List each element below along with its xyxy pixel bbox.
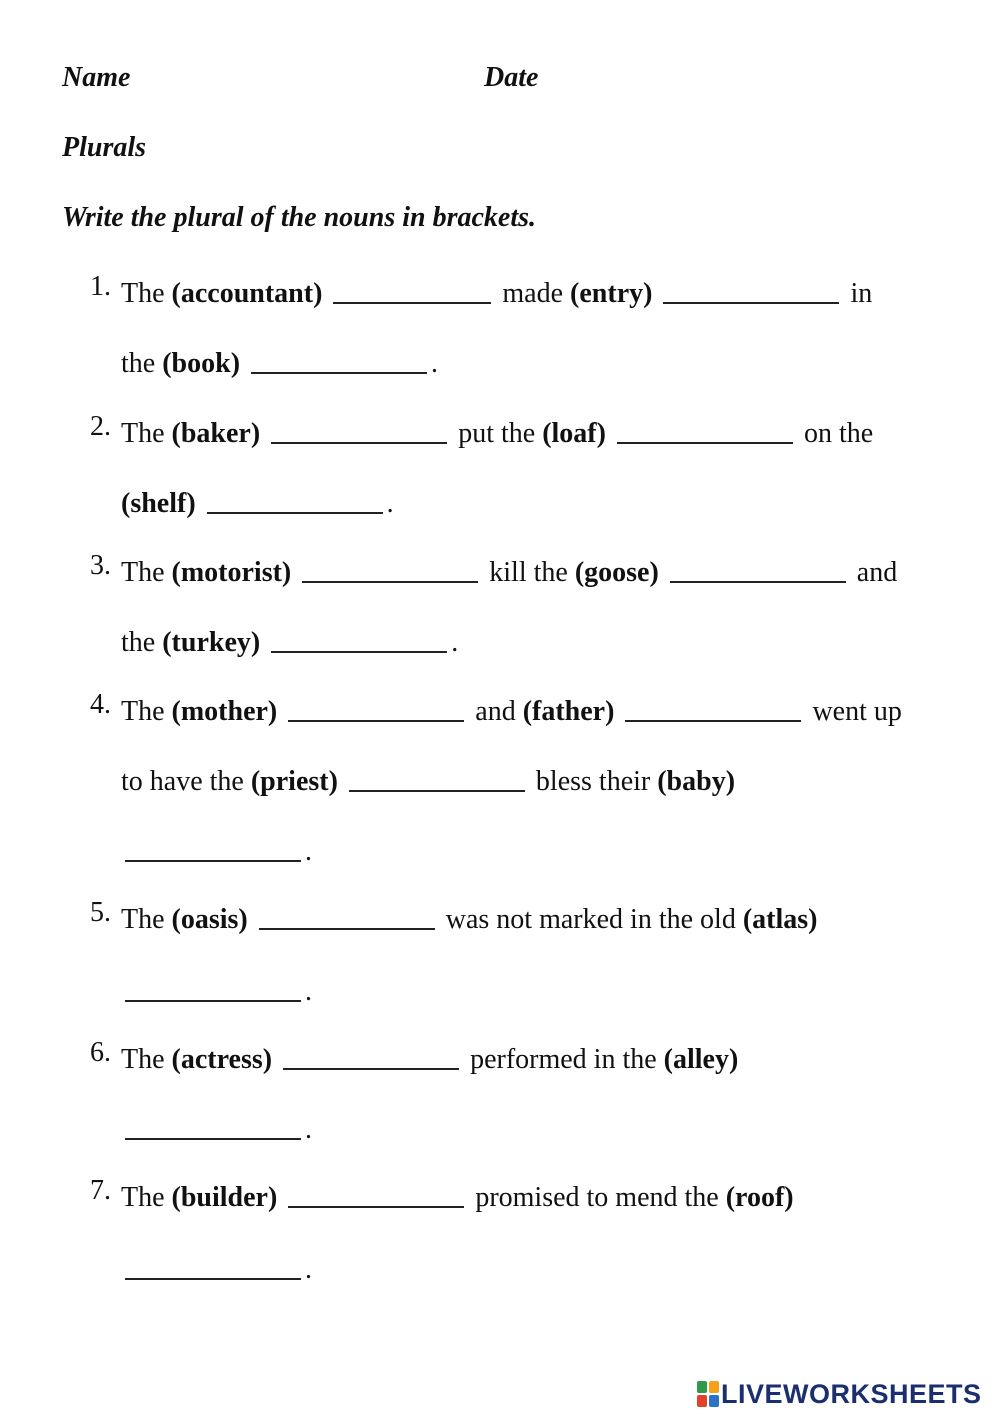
- question-number: 7.: [90, 1175, 111, 1206]
- bracketed-noun: (priest): [250, 766, 338, 797]
- question-text: .: [305, 836, 312, 867]
- watermark-text: LIVEWORKSHEETS: [721, 1378, 982, 1409]
- question-text: The: [121, 557, 172, 588]
- question-number: 4.: [90, 689, 111, 720]
- question-line: [121, 410, 873, 451]
- bracketed-noun: (alley): [663, 1044, 739, 1075]
- question-text: the: [121, 348, 163, 379]
- bracketed-noun: (atlas): [742, 904, 818, 935]
- answer-blank[interactable]: [125, 1108, 301, 1140]
- question-text: to have the: [121, 766, 251, 797]
- question-line: [121, 549, 897, 590]
- question-line: [121, 688, 902, 729]
- bracketed-noun: (book): [162, 348, 241, 379]
- answer-blank[interactable]: [663, 272, 839, 304]
- bracketed-noun: (baby): [657, 766, 736, 797]
- answer-blank[interactable]: [288, 690, 464, 722]
- answer-blank[interactable]: [617, 412, 793, 444]
- answer-blank[interactable]: [271, 621, 447, 653]
- question-text: .: [386, 488, 394, 519]
- question-number: 5.: [90, 897, 111, 928]
- question-text: [272, 1044, 279, 1075]
- bracketed-noun: (entry): [570, 278, 653, 309]
- answer-blank[interactable]: [259, 898, 435, 930]
- question-text: .: [431, 348, 439, 379]
- question-text: The: [121, 278, 172, 309]
- question-text: [248, 904, 255, 935]
- answer-blank[interactable]: [625, 690, 801, 722]
- question-text: The: [121, 904, 172, 935]
- bracketed-noun: (baker): [171, 418, 261, 449]
- question-text: The: [121, 1182, 172, 1213]
- bracketed-noun: (accountant): [171, 278, 323, 309]
- question-text: The: [121, 696, 172, 727]
- bracketed-noun: (actress): [171, 1044, 273, 1075]
- question-text: bless their: [528, 766, 658, 797]
- watermark-logo: [697, 1374, 982, 1414]
- question-text: and: [849, 557, 898, 588]
- bracketed-noun: (builder): [171, 1182, 278, 1213]
- answer-blank[interactable]: [207, 482, 383, 514]
- question-text: [322, 278, 329, 309]
- question-text: .: [305, 1114, 312, 1145]
- bracketed-noun: (motorist): [171, 557, 292, 588]
- question-text: [260, 418, 267, 449]
- question-text: put the: [451, 418, 543, 449]
- bracketed-noun: (oasis): [171, 904, 248, 935]
- question-text: The: [121, 1044, 172, 1075]
- instructions: Write the plural of the nouns in brackets.: [62, 202, 537, 233]
- question-text: was not marked in the old: [438, 904, 743, 935]
- question-line: [121, 340, 438, 381]
- question-line: [121, 896, 817, 937]
- question-text: [614, 696, 621, 727]
- question-text: .: [305, 976, 312, 1007]
- question-text: kill the: [482, 557, 575, 588]
- question-text: in: [843, 278, 873, 309]
- question-text: [659, 557, 666, 588]
- question-text: the: [121, 627, 163, 658]
- answer-blank[interactable]: [125, 970, 301, 1002]
- question-text: went up: [805, 696, 902, 727]
- question-text: The: [121, 418, 172, 449]
- question-text: [291, 557, 298, 588]
- question-number: 3.: [90, 550, 111, 581]
- question-text: [606, 418, 613, 449]
- question-text: on the: [796, 418, 874, 449]
- answer-blank[interactable]: [670, 551, 846, 583]
- answer-blank[interactable]: [333, 272, 491, 304]
- bracketed-noun: (turkey): [162, 627, 261, 658]
- question-text: .: [451, 627, 459, 658]
- question-text: [277, 1182, 284, 1213]
- question-text: and: [468, 696, 523, 727]
- question-text: [196, 488, 203, 519]
- bracketed-noun: (father): [522, 696, 615, 727]
- date-label: Date: [484, 62, 539, 93]
- answer-blank[interactable]: [251, 342, 427, 374]
- answer-blank[interactable]: [125, 830, 301, 862]
- question-line: [121, 1246, 312, 1287]
- question-text: [652, 278, 659, 309]
- question-text: performed in the: [463, 1044, 664, 1075]
- question-line: [121, 480, 394, 521]
- bracketed-noun: (mother): [171, 696, 278, 727]
- question-text: [240, 348, 247, 379]
- question-number: 1.: [90, 271, 111, 302]
- question-text: made: [495, 278, 571, 309]
- bracketed-noun: (shelf): [121, 488, 196, 519]
- question-text: [260, 627, 267, 658]
- answer-blank[interactable]: [302, 551, 478, 583]
- answer-blank[interactable]: [271, 412, 447, 444]
- answer-blank[interactable]: [288, 1176, 464, 1208]
- worksheet-title: Plurals: [62, 132, 147, 163]
- question-line: [121, 968, 312, 1009]
- question-text: [277, 696, 284, 727]
- answer-blank[interactable]: [349, 760, 525, 792]
- answer-blank[interactable]: [283, 1038, 459, 1070]
- answer-blank[interactable]: [125, 1248, 301, 1280]
- bracketed-noun: (roof): [725, 1182, 794, 1213]
- question-line: [121, 619, 458, 660]
- question-line: [121, 1174, 794, 1215]
- bracketed-noun: (loaf): [542, 418, 606, 449]
- question-text: promised to mend the: [468, 1182, 726, 1213]
- question-line: [121, 758, 735, 799]
- name-label: Name: [62, 62, 131, 93]
- question-text: [338, 766, 345, 797]
- bracketed-noun: (goose): [574, 557, 659, 588]
- question-number: 6.: [90, 1037, 111, 1068]
- question-text: .: [305, 1254, 312, 1285]
- liveworksheets-logo-icon: [697, 1381, 719, 1407]
- question-line: [121, 270, 872, 311]
- question-line: [121, 1036, 738, 1077]
- question-line: [121, 1106, 312, 1147]
- question-number: 2.: [90, 411, 111, 442]
- question-line: [121, 828, 312, 869]
